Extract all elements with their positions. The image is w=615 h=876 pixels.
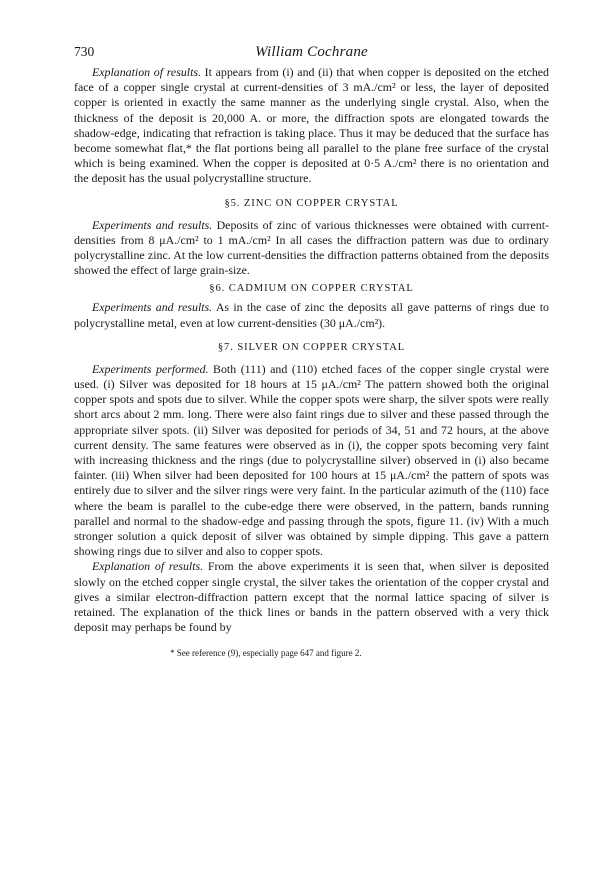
paragraph-lead: Experiments and results.	[92, 300, 213, 315]
paragraph-text: Both (111) and (110) etched faces of the copper single crystal were used. (i) Silver was deposited for 18 hours at 15 μA./cm² The pattern showed both the original copper spots and spots due to silver. While the copper spots were sharp, the silver spots were really short arcs about 2 mm. long. There were also faint rings due to silver and these passed through the appropriate silver spots. (ii) Silver was deposited for periods of 34, 51 and 72 hours, at the above current density. The same features were observed as in (i), the copper spots becoming very faint with increasing thickness and the rings (due to polycrystalline silver) observed in (i) also became fainter. (iii) When silver had been deposited for 100 hours at 15 μA./cm² the pattern of spots was entirely due to silver and the silver rings were very faint. In the particular azimuth of the (110) face where the beam is parallel to the cube-edge there were observed, in the pattern, bands running parallel and normal to the shadow-edge and passing through the spots, figure 11. (iv) With a much stronger solution a quick deposit of silver was obtained by simple dipping. This gave a pattern showing rings due to silver and also to copper spots.	[74, 361, 549, 559]
page-number: 730	[74, 44, 95, 59]
footnote: * See reference (9), especially page 647 and figure 2.	[170, 647, 362, 658]
paragraph-lead: Explanation of results.	[92, 559, 204, 574]
section-heading-silver: §7. SILVER ON COPPER CRYSTAL	[217, 341, 406, 353]
paragraph-text: As in the case of zinc the deposits all gave patterns of rings due to polycrystalline metal, even at low current-densities (30 μA./cm²).	[74, 300, 549, 330]
paragraph-text: It appears from (i) and (ii) that when copper is deposited on the etched face of a copper single crystal at current-densities of 3 mA./cm² or less, the layer of deposited copper is oriented in exactly the same manner as the underlying single crystal. Also, when the thickness of the deposit is 20,000 A. or more, the diffraction spots are elongated towards the shadow-edge, indicating that refraction is taking place. Thus it may be deduced that the surface has become somewhat flat,* the flat portions being all parallel to the plane free surface of the crystal which is being examined. When the copper is deposited at 0·5 A./cm² there is no orientation and the deposit has the usual polycrystalline structure.	[74, 65, 550, 186]
paragraph-silver-explanation	[74, 559, 549, 635]
paragraph-lead: Explanation of results.	[92, 65, 201, 79]
running-title: William Cochrane	[255, 44, 368, 60]
paragraph-explanation-copper	[74, 65, 549, 187]
running-head	[74, 44, 549, 62]
paragraph-lead: Experiments performed.	[92, 361, 209, 376]
paragraph-text: Deposits of zinc of various thicknesses were obtained with current-densities from 8 μA./cm² to 1 mA./cm² In all cases the diffraction pattern was due to ordinary polycrystalline zinc. At the low current-densities the diffraction patterns obtained from the deposits showed the effect of large grain-size.	[74, 217, 549, 278]
section-heading-zinc: §5. ZINC ON COPPER CRYSTAL	[224, 197, 399, 209]
section-heading-cadmium: §6. CADMIUM ON COPPER CRYSTAL	[209, 283, 414, 295]
paragraph-zinc-results	[74, 218, 549, 279]
paragraph-lead: Experiments and results.	[92, 217, 213, 232]
paragraph-text: From the above experiments it is seen that, when silver is deposited slowly on the etched copper single crystal, the silver takes the orientation of the copper crystal and gives a similar electron-diffraction pattern except that the normal lattice spacing of silver is retained. The explanation of the thick lines or bands in the pattern observed with a very thick deposit may perhaps be found by	[74, 559, 549, 635]
paragraph-cadmium-results	[74, 300, 549, 330]
paragraph-silver-experiments	[74, 362, 549, 560]
